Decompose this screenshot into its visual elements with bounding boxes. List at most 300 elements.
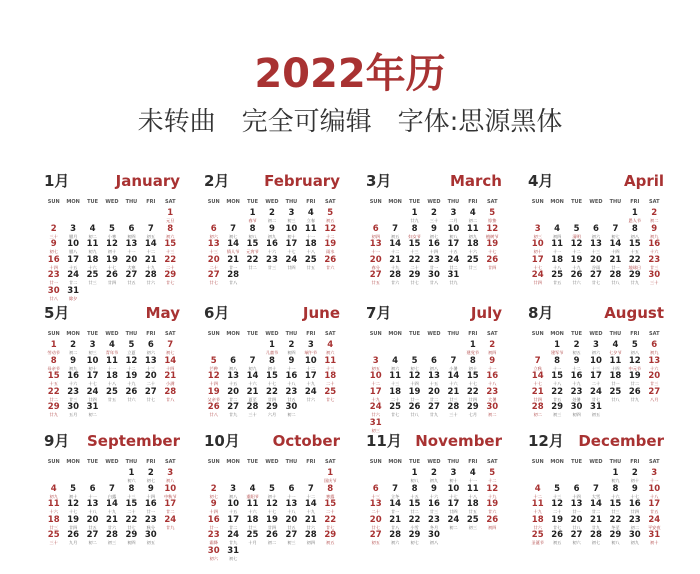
month-block — [204, 302, 340, 418]
day-number: 25 — [466, 254, 479, 265]
day-cell — [424, 468, 443, 484]
weekday-label: MON — [388, 331, 402, 337]
lunar-label: 立冬 — [390, 493, 400, 499]
lunar-label: 初三 — [371, 427, 380, 433]
day-number: 28 — [447, 402, 460, 412]
lunar-label: 三十 — [429, 218, 439, 223]
day-number: 14 — [531, 371, 544, 381]
day-number: 2 — [210, 483, 217, 494]
lunar-label: 冬至 — [611, 524, 620, 530]
lunar-label: 十一 — [107, 365, 117, 371]
lunar-label: 廿二 — [166, 509, 175, 514]
month-name: December — [578, 432, 664, 450]
lunar-label: 建军节 — [550, 350, 564, 355]
lunar-label: 廿二 — [49, 396, 58, 402]
lunar-label: 十四 — [410, 381, 419, 386]
day-number: 18 — [466, 499, 479, 509]
day-cell — [83, 255, 102, 271]
lunar-label: 廿六 — [572, 280, 581, 285]
day-cell — [282, 499, 301, 515]
weekday-label: SAT — [164, 199, 176, 205]
day-number: 2 — [431, 468, 437, 478]
weekday-label: FRI — [306, 199, 316, 205]
day-number: 28 — [590, 530, 602, 540]
day-number: 20 — [207, 254, 220, 265]
day-number: 31 — [447, 270, 460, 280]
day-cell — [102, 387, 121, 403]
lunar-label: 十七 — [88, 381, 97, 386]
lunar-label: 初十 — [650, 540, 659, 545]
lunar-label: 初十 — [267, 493, 277, 499]
lunar-label: 初四 — [572, 412, 581, 417]
day-cell — [528, 239, 547, 255]
day-number: 10 — [164, 483, 177, 494]
day-number: 8 — [411, 483, 418, 494]
day-number: 19 — [266, 514, 278, 525]
day-number: 23 — [144, 514, 157, 525]
lunar-label: 十八 — [650, 493, 659, 499]
day-number: 6 — [230, 355, 237, 366]
day-cell — [463, 468, 482, 484]
lunar-label: 初七 — [611, 233, 620, 239]
lunar-label: 廿六 — [146, 280, 156, 285]
day-cell — [567, 530, 586, 546]
day-number: 27 — [285, 530, 298, 540]
day-cell — [83, 239, 102, 255]
lunar-label: 初七 — [146, 478, 156, 483]
day-number: 9 — [631, 483, 638, 494]
day-cell — [122, 484, 141, 500]
day-cell — [102, 270, 121, 286]
day-number: 3 — [307, 340, 314, 350]
day-cell — [63, 224, 82, 240]
lunar-label: 十四 — [49, 264, 58, 270]
empty-cell — [405, 340, 424, 356]
lunar-label: 惊蛰 — [488, 218, 497, 223]
day-cell — [44, 499, 63, 515]
day-cell — [405, 255, 424, 271]
day-cell — [122, 371, 141, 387]
lunar-label: 二月 — [449, 218, 458, 223]
day-cell — [483, 468, 502, 484]
empty-cell — [385, 468, 404, 484]
day-number: 29 — [408, 270, 421, 280]
lunar-label: 廿七 — [127, 524, 136, 530]
weekday-label: THU — [125, 331, 138, 337]
weekday-label: TUE — [409, 199, 420, 205]
day-cell — [463, 499, 482, 515]
day-number: 23 — [207, 530, 220, 540]
lunar-label: 十六 — [49, 509, 58, 514]
day-grid — [204, 208, 340, 286]
lunar-label: 十九 — [572, 381, 581, 386]
lunar-label: 十二 — [533, 493, 542, 499]
empty-cell — [102, 208, 121, 224]
lunar-label: 三十 — [49, 540, 58, 545]
day-cell — [567, 515, 586, 531]
day-number: 4 — [534, 483, 541, 494]
month-block — [366, 170, 502, 286]
lunar-label: 国庆节 — [323, 478, 337, 483]
day-number: 17 — [531, 254, 544, 265]
day-number: 6 — [210, 223, 217, 234]
lunar-label: 廿六 — [127, 396, 136, 402]
month-header — [44, 170, 180, 196]
day-cell — [645, 340, 664, 356]
day-cell — [44, 356, 63, 372]
day-cell — [444, 484, 463, 500]
day-cell — [483, 224, 502, 240]
weekday-label: FRI — [146, 331, 156, 337]
day-number: 21 — [246, 386, 259, 397]
lunar-label: 初二 — [630, 524, 640, 530]
empty-cell — [547, 468, 566, 484]
lunar-label: 立秋 — [533, 365, 542, 371]
day-cell — [161, 208, 180, 224]
lunar-label: 十八 — [287, 509, 296, 514]
weekday-row — [44, 456, 180, 468]
day-cell — [63, 286, 82, 302]
day-number: 16 — [285, 371, 298, 381]
day-cell — [547, 387, 566, 403]
day-number: 19 — [551, 514, 564, 525]
lunar-label: 初八 — [630, 350, 640, 355]
day-number: 25 — [531, 530, 544, 540]
day-cell — [606, 515, 625, 531]
day-cell — [385, 387, 404, 403]
day-cell — [463, 340, 482, 356]
day-number: 10 — [447, 223, 460, 234]
day-cell — [586, 224, 605, 240]
lunar-label: 廿八 — [209, 412, 218, 417]
day-cell — [366, 371, 385, 387]
day-cell — [243, 515, 262, 531]
lunar-label: 廿五 — [287, 524, 296, 530]
lunar-label: 二十 — [326, 509, 335, 514]
lunar-label: 十三 — [390, 381, 400, 386]
lunar-label: 十七 — [488, 249, 497, 254]
day-cell — [385, 484, 404, 500]
day-number: 16 — [67, 371, 80, 381]
weekday-label: SAT — [648, 459, 660, 465]
day-cell — [141, 239, 160, 255]
lunar-label: 十二 — [127, 365, 136, 371]
lunar-label: 十一 — [127, 249, 136, 254]
weekday-label: SAT — [648, 331, 660, 337]
day-number: 18 — [531, 514, 544, 525]
day-cell — [321, 239, 340, 255]
day-number: 26 — [266, 530, 278, 540]
day-cell — [645, 468, 664, 484]
day-cell — [385, 402, 404, 418]
day-number: 4 — [469, 208, 476, 218]
lunar-label: 小寒 — [107, 233, 117, 239]
month-block — [366, 302, 502, 433]
lunar-label: 父亲节 — [207, 396, 220, 402]
day-cell — [223, 499, 242, 515]
day-cell — [122, 515, 141, 531]
day-number: 4 — [392, 355, 399, 366]
lunar-label: 初六 — [591, 233, 601, 239]
day-cell — [301, 239, 320, 255]
lunar-label: 廿七 — [591, 396, 601, 402]
day-cell — [528, 371, 547, 387]
day-number: 3 — [593, 340, 599, 350]
day-number: 11 — [324, 355, 337, 366]
day-cell — [141, 255, 160, 271]
day-number: 27 — [144, 386, 157, 397]
empty-cell — [424, 340, 443, 356]
lunar-label: 十一 — [552, 365, 562, 371]
lunar-label: 初六 — [591, 350, 601, 355]
day-cell — [528, 402, 547, 418]
lunar-label: 初二 — [88, 233, 97, 239]
lunar-label: 端午节 — [304, 350, 318, 355]
weekday-label: TUE — [571, 331, 582, 337]
day-cell — [385, 530, 404, 546]
day-cell — [483, 484, 502, 500]
day-cell — [586, 356, 605, 372]
lunar-label: 青年节 — [105, 350, 119, 355]
day-number: 28 — [106, 530, 118, 540]
weekday-label: TUE — [571, 199, 582, 205]
weekday-label: SAT — [648, 199, 660, 205]
weekday-row — [528, 196, 664, 208]
day-cell — [204, 515, 223, 531]
day-number: 22 — [628, 254, 641, 265]
lunar-label: 初五 — [572, 350, 581, 355]
month-block — [528, 170, 664, 286]
lunar-label: 初五 — [146, 233, 156, 239]
day-cell — [223, 239, 242, 255]
day-cell — [424, 239, 443, 255]
day-cell — [44, 239, 63, 255]
day-cell — [586, 402, 605, 418]
day-number: 31 — [67, 285, 80, 296]
lunar-label: 初二 — [287, 412, 296, 417]
lunar-label: 十二 — [326, 233, 335, 239]
weekday-label: SUN — [47, 459, 60, 465]
day-cell — [405, 239, 424, 255]
day-cell — [321, 484, 340, 500]
day-number: 28 — [144, 270, 157, 280]
lunar-label: 十一 — [650, 478, 659, 483]
day-number: 7 — [109, 483, 115, 494]
day-number: 28 — [164, 386, 177, 397]
day-number: 16 — [266, 239, 278, 249]
day-cell — [625, 208, 644, 224]
lunar-label: 初二 — [267, 218, 277, 223]
day-cell — [262, 224, 281, 240]
day-cell — [44, 270, 63, 286]
day-number: 28 — [227, 270, 240, 280]
day-cell — [385, 515, 404, 531]
day-number: 20 — [144, 371, 157, 381]
lunar-label: 廿九 — [228, 540, 238, 545]
day-number: 25 — [389, 402, 402, 412]
day-number: 5 — [489, 468, 496, 478]
day-number: 20 — [285, 514, 298, 525]
lunar-label: 十三 — [552, 493, 562, 499]
day-cell — [405, 371, 424, 387]
day-cell — [321, 371, 340, 387]
empty-cell — [528, 340, 547, 356]
lunar-label: 十四 — [572, 493, 581, 499]
lunar-label: 廿二 — [630, 381, 640, 386]
lunar-label: 十六 — [248, 509, 257, 514]
lunar-label: 廿七 — [591, 280, 601, 285]
day-number: 8 — [612, 483, 619, 494]
day-cell — [262, 515, 281, 531]
day-number: 30 — [285, 402, 298, 412]
day-number: 22 — [47, 386, 60, 397]
day-cell — [528, 515, 547, 531]
day-number: 24 — [86, 386, 99, 397]
day-number: 13 — [590, 239, 602, 249]
lunar-label: 廿七 — [209, 280, 218, 285]
lunar-label: 初六 — [326, 350, 335, 355]
lunar-label: 初五 — [552, 540, 562, 545]
day-cell — [204, 356, 223, 372]
lunar-label: 十三 — [591, 249, 601, 254]
lunar-label: 廿七 — [552, 524, 562, 530]
lunar-label: 初八 — [248, 233, 257, 239]
day-number: 17 — [447, 239, 460, 249]
lunar-label: 初十 — [533, 249, 542, 254]
day-number: 11 — [246, 499, 259, 509]
day-cell — [83, 387, 102, 403]
month-number: 7月 — [366, 304, 392, 322]
day-number: 30 — [207, 545, 220, 556]
day-number: 12 — [207, 371, 220, 381]
day-cell — [547, 515, 566, 531]
day-number: 19 — [106, 254, 118, 265]
lunar-label: 廿九 — [49, 412, 58, 417]
day-number: 7 — [307, 483, 314, 494]
month-name: May — [145, 304, 180, 322]
day-cell — [385, 224, 404, 240]
day-cell — [83, 515, 102, 531]
day-number: 14 — [590, 499, 602, 509]
day-cell — [366, 356, 385, 372]
lunar-label: 十七 — [533, 264, 542, 270]
day-cell — [223, 270, 242, 286]
day-number: 14 — [447, 371, 460, 381]
day-number: 28 — [246, 402, 259, 412]
day-cell — [122, 530, 141, 546]
day-number: 13 — [648, 355, 661, 366]
day-cell — [463, 208, 482, 224]
day-number: 23 — [266, 254, 278, 265]
day-cell — [444, 387, 463, 403]
lunar-label: 十八 — [488, 381, 497, 386]
day-number: 10 — [227, 499, 240, 509]
weekday-label: SAT — [324, 199, 336, 205]
day-number: 23 — [285, 386, 298, 397]
lunar-label: 廿三 — [68, 396, 78, 402]
day-cell — [483, 340, 502, 356]
day-cell — [223, 371, 242, 387]
day-cell — [83, 340, 102, 356]
weekday-label: THU — [609, 331, 622, 337]
lunar-label: 十六 — [429, 493, 439, 499]
day-number: 24 — [369, 402, 382, 412]
day-number: 22 — [164, 254, 177, 265]
day-cell — [483, 239, 502, 255]
lunar-label: 初十 — [267, 365, 277, 371]
lunar-label: 十九 — [533, 509, 542, 514]
day-grid — [366, 468, 502, 546]
lunar-label: 大雪 — [591, 493, 601, 499]
day-cell — [102, 371, 121, 387]
day-number: 25 — [47, 530, 60, 540]
day-cell — [463, 255, 482, 271]
weekday-label: SUN — [47, 199, 60, 205]
lunar-label: 初七 — [228, 555, 238, 561]
weekday-label: WED — [427, 331, 441, 337]
lunar-label: 廿八 — [166, 396, 175, 402]
lunar-label: 十月 — [248, 540, 257, 545]
lunar-label: 初四 — [306, 540, 316, 545]
month-number: 6月 — [204, 304, 230, 322]
weekday-label: THU — [285, 199, 298, 205]
day-cell — [83, 530, 102, 546]
day-number: 22 — [266, 386, 278, 397]
weekday-label: SAT — [486, 199, 498, 205]
day-number: 27 — [590, 270, 602, 280]
day-number: 19 — [408, 386, 421, 397]
lunar-label: 十八 — [88, 509, 97, 514]
lunar-label: 初七 — [49, 249, 58, 254]
day-cell — [424, 224, 443, 240]
day-number: 8 — [469, 355, 476, 366]
day-number: 20 — [86, 514, 99, 525]
day-cell — [625, 340, 644, 356]
day-cell — [243, 499, 262, 515]
day-cell — [405, 515, 424, 531]
day-cell — [366, 402, 385, 418]
weekday-row — [204, 328, 340, 340]
day-number: 25 — [466, 514, 479, 525]
day-cell — [161, 387, 180, 403]
day-cell — [301, 224, 320, 240]
day-number: 13 — [86, 499, 99, 509]
weekday-label: WED — [105, 331, 119, 337]
day-number: 24 — [67, 270, 80, 280]
day-number: 19 — [67, 514, 80, 525]
weekday-label: SUN — [369, 199, 382, 205]
weekday-label: SUN — [207, 331, 220, 337]
day-cell — [282, 402, 301, 418]
month-number: 2月 — [204, 172, 230, 190]
day-cell — [645, 499, 664, 515]
weekday-label: WED — [265, 459, 279, 465]
day-number: 5 — [554, 483, 561, 494]
day-cell — [262, 371, 281, 387]
day-cell — [141, 515, 160, 531]
day-cell — [63, 402, 82, 418]
day-number: 19 — [125, 371, 138, 381]
day-number: 18 — [609, 371, 622, 381]
lunar-label: 廿三 — [267, 264, 277, 270]
lunar-label: 廿五 — [468, 509, 478, 514]
day-cell — [405, 468, 424, 484]
day-cell — [444, 356, 463, 372]
day-cell — [645, 208, 664, 224]
lunar-label: 廿八 — [390, 524, 400, 530]
day-number: 7 — [230, 223, 237, 234]
day-number: 9 — [70, 355, 77, 366]
